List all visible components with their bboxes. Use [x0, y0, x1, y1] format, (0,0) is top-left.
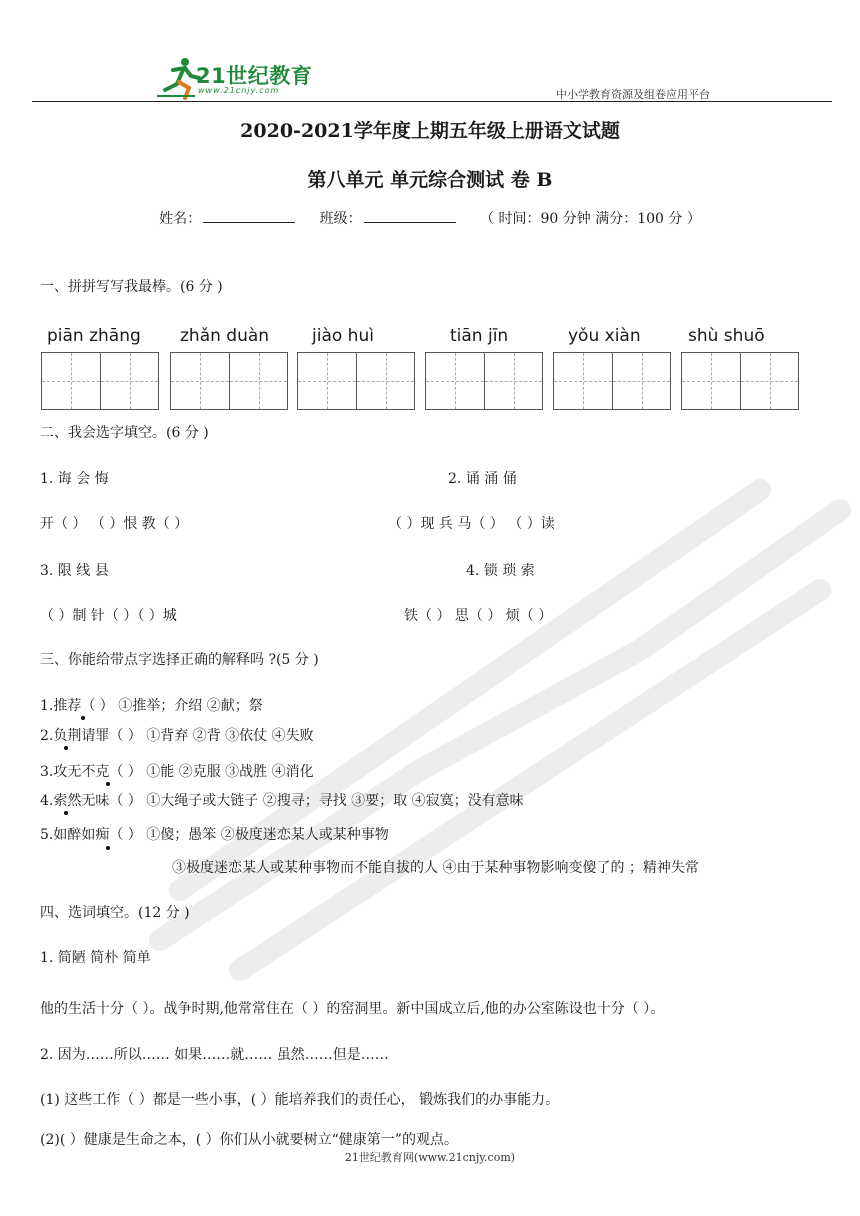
group-3-chars: 3. 限 线 县 [40, 563, 109, 579]
explain-item-2: 2.负荆请罪（ ） ①背弃 ②背 ③依仗 ④失败 [40, 728, 314, 744]
class-blank[interactable] [364, 208, 456, 223]
exam-title: 2020-2021学年度上期五年级上册语文试题 [240, 120, 620, 142]
fill-sentence-1: 他的生活十分（ ）。战争时期,他常常住在（ ）的窑洞里。新中国成立后,他的办公室陈设也十分（ ）。 [40, 1001, 665, 1017]
pinyin-6: shù shuō [688, 326, 765, 346]
class-label: 班级： [319, 211, 362, 227]
word-group-1: 1. 简陋 简朴 简单 [40, 950, 151, 966]
time-score: （ 时间：90 分钟 满分：100 分 ） [480, 211, 701, 227]
fill-question-1: (1) 这些工作（ ）都是一些小事，( ）能培养我们的责任心， 锻炼我们的办事能力。 [40, 1092, 560, 1108]
emphasis-dot [81, 716, 85, 720]
explain-item-4: 4.索然无味（ ） ①大绳子或大链子 ②搜寻；寻找 ③要；取 ④寂寞；没有意味 [40, 793, 524, 809]
header-divider [32, 101, 832, 102]
group-2-chars: 2. 诵 涌 俑 [448, 471, 517, 487]
page-footer: 21世纪教育网(www.21cnjy.com) [344, 1151, 516, 1164]
group-4-blanks: 铁（ ） 思（ ） 烦（ ） [404, 608, 553, 624]
group-3-blanks: （ ）制 针（ ）（ ）城 [40, 608, 177, 624]
pinyin-3: jiào huì [312, 326, 374, 346]
emphasis-dot [64, 746, 68, 750]
logo-text: 21世纪教育 [196, 64, 313, 88]
exam-subtitle: 第八单元 单元综合测试 卷 B [307, 169, 553, 191]
writing-grid-5[interactable] [553, 352, 671, 410]
group-1-chars: 1. 诲 会 悔 [40, 471, 109, 487]
emphasis-dot [64, 811, 68, 815]
writing-grid-3[interactable] [297, 352, 415, 410]
explain-item-5-continued: ③极度迷恋某人或某种事物而不能自拔的人 ④由于某种事物影响变傻了的 ；精神失常 [172, 860, 699, 876]
writing-grid-2[interactable] [170, 352, 288, 410]
group-4-chars: 4. 锁 琐 索 [466, 563, 535, 579]
section-2-heading: 二、我会选字填空。(6 分 ) [40, 425, 209, 441]
pinyin-5: yǒu xiàn [568, 326, 641, 346]
section-3-heading: 三、你能给带点字选择正确的解释吗 ?(5 分 ) [40, 652, 319, 668]
explain-item-5: 5.如醉如痴（ ） ①傻；愚笨 ②极度迷恋某人或某种事物 [40, 827, 389, 843]
section-4-heading: 四、选词填空。(12 分 ) [40, 905, 190, 921]
pinyin-1: piān zhāng [47, 326, 141, 346]
explain-item-1: 1.推荐（ ） ①推举；介绍 ②献；祭 [40, 698, 263, 714]
group-2-blanks: （ ）现 兵 马（ ） （ ）读 [388, 516, 555, 532]
emphasis-dot [106, 782, 110, 786]
pinyin-4: tiān jīn [450, 326, 509, 346]
pinyin-2: zhǎn duàn [180, 326, 270, 346]
fill-question-2: (2)( ）健康是生命之本，( ）你们从小就要树立“健康第一”的观点。 [40, 1132, 458, 1148]
writing-grid-6[interactable] [681, 352, 799, 410]
word-group-2: 2. 因为……所以…… 如果……就…… 虽然……但是…… [40, 1047, 389, 1063]
name-label: 姓名： [159, 211, 202, 227]
emphasis-dot [106, 846, 110, 850]
group-1-blanks: 开（ ） （ ）恨 教（ ） [40, 516, 189, 532]
explain-item-3: 3.攻无不克（ ） ①能 ②克服 ③战胜 ④消化 [40, 764, 314, 780]
writing-grid-1[interactable] [41, 352, 159, 410]
writing-grid-4[interactable] [425, 352, 543, 410]
section-1-heading: 一、拼拼写写我最棒。(6 分 ) [40, 279, 223, 295]
student-info-line [0, 208, 860, 228]
platform-tagline: 中小学教育资源及组卷应用平台 [556, 88, 710, 101]
name-blank[interactable] [203, 208, 295, 223]
logo-url: www.21cnjy.com [198, 86, 280, 95]
